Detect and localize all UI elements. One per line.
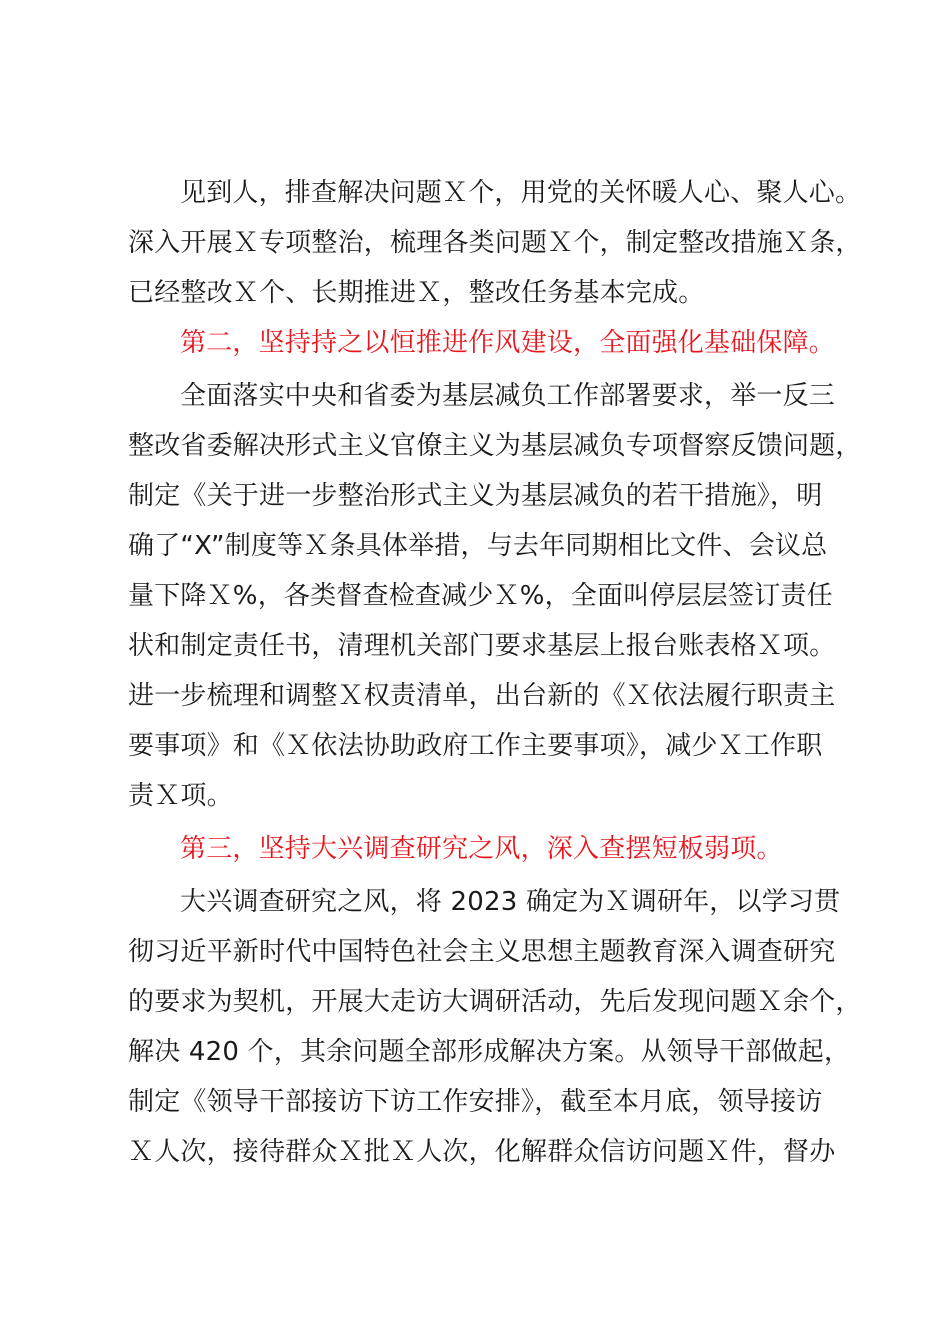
section-heading: 第二，坚持持之以恒推进作风建设，全面强化基础保障。 xyxy=(180,328,836,358)
paragraph-line: 见到人，排查解决问题Ｘ个，用党的关怀暖人心、聚人心。 xyxy=(180,178,862,208)
paragraph-line: 大兴调查研究之风，将 2023 确定为Ｘ调研年，以学习贯 xyxy=(180,887,841,917)
paragraph-line: 彻习近平新时代中国特色社会主义思想主题教育深入调查研究 xyxy=(128,937,836,967)
paragraph-line: 的要求为契机，开展大走访大调研活动，先后发现问题Ｘ余个， xyxy=(128,987,862,1017)
paragraph-line: 责Ｘ项。 xyxy=(128,781,233,811)
paragraph-line: 进一步梳理和调整Ｘ权责清单，出台新的《Ｘ依法履行职责主 xyxy=(128,681,836,711)
paragraph-line: 深入开展Ｘ专项整治，梳理各类问题Ｘ个，制定整改措施Ｘ条， xyxy=(128,228,862,258)
paragraph-line: 要事项》和《Ｘ依法协助政府工作主要事项》，减少Ｘ工作职 xyxy=(128,731,823,761)
paragraph-line: 全面落实中央和省委为基层减负工作部署要求，举一反三 xyxy=(180,381,836,411)
paragraph-line: Ｘ人次，接待群众Ｘ批Ｘ人次，化解群众信访问题Ｘ件，督办 xyxy=(128,1137,836,1167)
paragraph-line: 量下降Ｘ%，各类督查检查减少Ｘ%，全面叫停层层签订责任 xyxy=(128,581,833,611)
paragraph-line: 整改省委解决形式主义官僚主义为基层减负专项督察反馈问题， xyxy=(128,431,862,461)
paragraph-line: 制定《关于进一步整治形式主义为基层减负的若干措施》，明 xyxy=(128,481,823,511)
section-heading: 第三，坚持大兴调查研究之风，深入查摆短板弱项。 xyxy=(180,834,783,864)
paragraph-line: 确了“X”制度等Ｘ条具体举措，与去年同期相比文件、会议总 xyxy=(128,531,828,561)
paragraph-line: 状和制定责任书，清理机关部门要求基层上报台账表格Ｘ项。 xyxy=(128,631,836,661)
paragraph-line: 制定《领导干部接访下访工作安排》，截至本月底，领导接访 xyxy=(128,1087,823,1117)
paragraph-line: 解决 420 个，其余问题全部形成解决方案。从领导干部做起， xyxy=(128,1037,851,1067)
paragraph-line: 已经整改Ｘ个、长期推进Ｘ，整改任务基本完成。 xyxy=(128,278,705,308)
